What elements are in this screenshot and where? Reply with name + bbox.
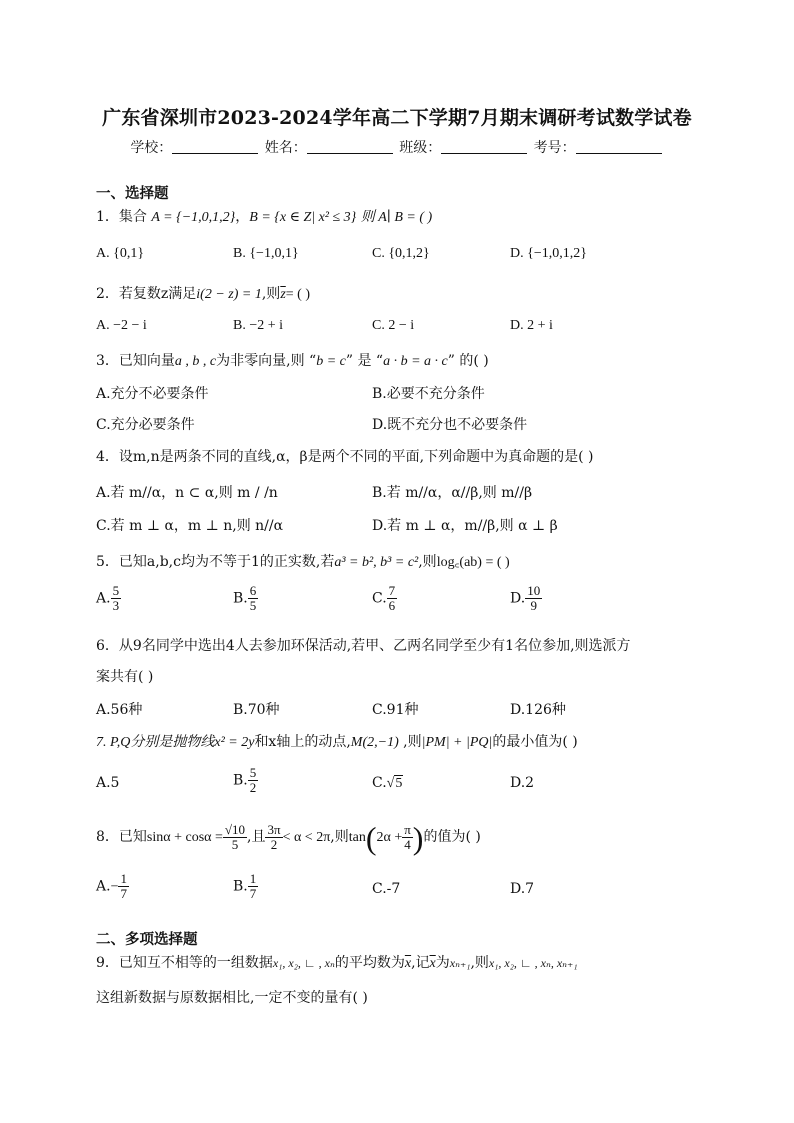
q2-option-b: B. −2 + i bbox=[233, 318, 284, 333]
q1-option-c: C. {0,1,2} bbox=[372, 246, 430, 261]
q2-option-d: D. 2 + i bbox=[510, 318, 553, 333]
q8-option-a-denominator: 7 bbox=[120, 886, 127, 901]
q8-option-a bbox=[96, 872, 129, 901]
q8-rhs-numerator: √10 bbox=[224, 821, 246, 837]
q7-option-c-radicand: 5 bbox=[395, 776, 403, 791]
q1-tail: 则 A∣ B = ( ) bbox=[360, 210, 433, 225]
q8-option-a-label: A. bbox=[96, 878, 111, 895]
q7-abs: |PM| + |PQ| bbox=[421, 735, 493, 750]
q3-mid: 为非零向量,则 “ bbox=[216, 353, 317, 369]
q8-stem: 8．已知 bbox=[96, 829, 147, 845]
q9-xbar2: $\overline{x}$ bbox=[429, 956, 436, 971]
q8-option-b-denominator: 7 bbox=[249, 886, 257, 901]
q7-option-b-numerator: 5 bbox=[249, 765, 257, 780]
q8-range-rest: < α < 2π bbox=[282, 830, 331, 845]
question-6-line-1: 6．从9名同学中选出4人去参加环保活动,若甲、乙两名同学至少有1名位参加,则选派方 bbox=[96, 638, 631, 654]
q8-lhs: sinα + cosα = bbox=[146, 830, 223, 845]
q2-expr: i(2 − z) = 1 bbox=[196, 287, 262, 302]
question-2 bbox=[96, 283, 310, 303]
q9-data2: x₁, x₂, ∟ , xₙ, xₙ₊₁ bbox=[488, 956, 578, 970]
q4-option-d: D.若 m ⊥ α，m//β,则 α ⊥ β bbox=[372, 518, 558, 534]
q9-stem: 9．已知互不相等的一组数据 bbox=[96, 955, 273, 971]
q5-option-a bbox=[96, 584, 121, 613]
q9-mid4: ,则 bbox=[470, 955, 489, 971]
q8-inner: 2α + bbox=[376, 830, 403, 845]
q8-option-b-label: B. bbox=[233, 878, 248, 895]
q1-set-a: A = {−1,0,1,2} bbox=[151, 210, 236, 225]
q5-expr: a³ = b², b³ = c² bbox=[334, 555, 419, 570]
q7-mid: 和x轴上的动点, bbox=[254, 734, 351, 750]
q8-pi-numerator: π bbox=[404, 821, 411, 837]
q8-option-a-sign: − bbox=[110, 879, 119, 895]
q5-option-c-label: C. bbox=[372, 590, 387, 607]
q4-option-c: C.若 m ⊥ α，m ⊥ n,则 n//α bbox=[96, 518, 284, 534]
q3-mid2: ” 是 “ bbox=[345, 353, 384, 369]
q7-option-b-label: B. bbox=[233, 772, 248, 789]
q5-option-a-denominator: 3 bbox=[112, 598, 120, 613]
question-7 bbox=[96, 731, 578, 751]
q2-option-c: C. 2 − i bbox=[372, 318, 415, 333]
q2-stem: 2．若复数z满足 bbox=[96, 286, 197, 302]
q5-option-d-denominator: 9 bbox=[530, 598, 537, 613]
q8-option-c: C.-7 bbox=[372, 881, 401, 897]
question-6-line-2: 案共有( ) bbox=[96, 669, 154, 685]
name-blank[interactable] bbox=[307, 139, 393, 154]
q7-option-d: D.2 bbox=[510, 775, 535, 791]
name-label: 姓名： bbox=[264, 140, 307, 156]
q1-comma: ， bbox=[235, 209, 250, 225]
q8-tan: tan bbox=[348, 830, 366, 845]
q6-option-c: C.91种 bbox=[372, 702, 419, 718]
question-9-line-2: 这组新数据与原数据相比,一定不变的量有( ) bbox=[96, 990, 368, 1006]
q3-option-b: B.必要不充分条件 bbox=[372, 386, 485, 402]
q3-end: ” 的( ) bbox=[447, 353, 489, 369]
q3-vectors: a , b , c bbox=[174, 354, 217, 369]
q5-option-d-numerator: 10 bbox=[527, 583, 541, 598]
q1-set-b: B = {x ∈ Z| x² ≤ 3} bbox=[249, 210, 357, 225]
q7-option-b-denominator: 2 bbox=[249, 780, 257, 795]
exam-number-label: 考号： bbox=[533, 140, 576, 156]
q1-option-d: D. {−1,0,1,2} bbox=[510, 246, 587, 261]
q7-option-a: A.5 bbox=[96, 775, 120, 791]
q8-rhs-denominator: 5 bbox=[231, 836, 239, 852]
q5-option-c bbox=[372, 584, 397, 613]
q5-stem: 5．已知a,b,c均为不等于1的正实数,若 bbox=[96, 554, 335, 570]
q3-cond2: a · b = a · c bbox=[383, 354, 448, 369]
q8-end: 的值为( ) bbox=[423, 829, 481, 845]
question-9-line-1 bbox=[96, 952, 578, 972]
q1-stem: 1．集合 bbox=[96, 209, 147, 225]
question-3 bbox=[96, 350, 489, 370]
q7-stem: 7. P,Q分别是抛物线 bbox=[96, 735, 215, 750]
question-4: 4．设m,n是两条不同的直线,α，β是两个不同的平面,下列命题中为真命题的是( ) bbox=[96, 449, 594, 465]
q6-option-d: D.126种 bbox=[510, 702, 566, 718]
q7-option-c: C.√5 bbox=[372, 775, 403, 791]
q5-option-a-label: A. bbox=[96, 590, 111, 607]
exam-title: 广东省深圳市2023-2024学年高二下学期7月期末调研考试数学试卷 bbox=[102, 107, 692, 129]
q9-mid3: 为 bbox=[435, 955, 450, 971]
q7-mid2: ,则 bbox=[398, 734, 422, 750]
q5-option-b-label: B. bbox=[233, 590, 248, 607]
q5-option-d-label: D. bbox=[510, 590, 526, 607]
q5-option-c-denominator: 6 bbox=[388, 598, 396, 613]
student-info-line bbox=[0, 137, 794, 157]
school-label: 学校： bbox=[130, 140, 173, 156]
section-heading-single-choice: 一、选择题 bbox=[96, 185, 169, 202]
q9-mid: 的平均数为 bbox=[334, 955, 405, 971]
q4-option-a: A.若 m//α，n ⊂ α,则 m / /n bbox=[96, 485, 278, 501]
q2-end: = ( ) bbox=[285, 287, 310, 302]
q5-option-b-numerator: 6 bbox=[249, 583, 257, 598]
q2-option-a: A. −2 − i bbox=[96, 318, 147, 333]
q3-option-d: D.既不充分也不必要条件 bbox=[372, 417, 528, 433]
q5-option-b bbox=[233, 584, 258, 613]
q3-option-c: C.充分必要条件 bbox=[96, 417, 195, 433]
q8-option-b-numerator: 1 bbox=[249, 871, 257, 886]
question-1 bbox=[96, 206, 432, 226]
q7-option-c-label: C. bbox=[372, 775, 387, 791]
q6-option-a: A.56种 bbox=[96, 702, 143, 718]
q9-data: x₁, x₂, ∟ , xₙ bbox=[272, 956, 335, 970]
q8-option-a-numerator: 1 bbox=[120, 871, 127, 886]
exam-number-blank[interactable] bbox=[576, 139, 662, 154]
q7-point: M(2,−1) bbox=[350, 735, 399, 750]
q9-mid2: ,记 bbox=[411, 955, 430, 971]
section-heading-multiple-choice: 二、多项选择题 bbox=[96, 931, 198, 948]
q9-xbar: $\overline{x}$ bbox=[404, 956, 412, 971]
q5-option-a-numerator: 5 bbox=[112, 583, 120, 598]
q8-range-numerator: 3π bbox=[267, 821, 281, 837]
q1-option-b: B. {−1,0,1} bbox=[233, 246, 299, 261]
class-blank[interactable] bbox=[441, 139, 527, 154]
q1-option-a: A. {0,1} bbox=[96, 246, 145, 261]
q8-mid2: ,则 bbox=[330, 829, 349, 845]
q3-stem: 3．已知向量 bbox=[96, 353, 175, 369]
q3-cond1: b = c bbox=[316, 354, 346, 369]
q8-option-d: D.7 bbox=[510, 881, 535, 897]
q7-option-b bbox=[233, 766, 258, 795]
q4-option-b: B.若 m//α，α//β,则 m//β bbox=[372, 485, 533, 501]
question-5 bbox=[96, 551, 510, 571]
q3-option-a: A.充分不必要条件 bbox=[96, 386, 209, 402]
school-blank[interactable] bbox=[172, 139, 258, 154]
q5-option-c-numerator: 7 bbox=[388, 583, 396, 598]
q8-pi-denominator: 4 bbox=[404, 836, 411, 852]
q9-new-point: xₙ₊₁ bbox=[449, 956, 471, 970]
q5-tail: ,则 bbox=[418, 554, 437, 570]
q2-tail: ,则 bbox=[261, 286, 281, 302]
q2-zbar: $\overline{z}$ bbox=[280, 287, 286, 302]
q5-log: log꜀(ab) = ( ) bbox=[436, 555, 510, 570]
q7-expr: x² = 2y bbox=[214, 735, 255, 750]
question-8: 8．已知sinα + cosα = $\frac{√10}{5}$ ,且 $\frac{3\pi}{2}$ < α < 2π,则tan(2α + $\frac{\pi}{4}$ )的值为( ) bbox=[96, 820, 481, 856]
class-label: 班级： bbox=[399, 140, 442, 156]
q5-option-b-denominator: 5 bbox=[249, 598, 257, 613]
q8-range-denominator: 2 bbox=[270, 836, 278, 852]
q7-end: 的最小值为( ) bbox=[492, 734, 578, 750]
q8-mid: ,且 bbox=[247, 829, 266, 845]
q8-option-b bbox=[233, 872, 258, 901]
q6-option-b: B.70种 bbox=[233, 702, 280, 718]
q5-option-d bbox=[510, 584, 542, 613]
